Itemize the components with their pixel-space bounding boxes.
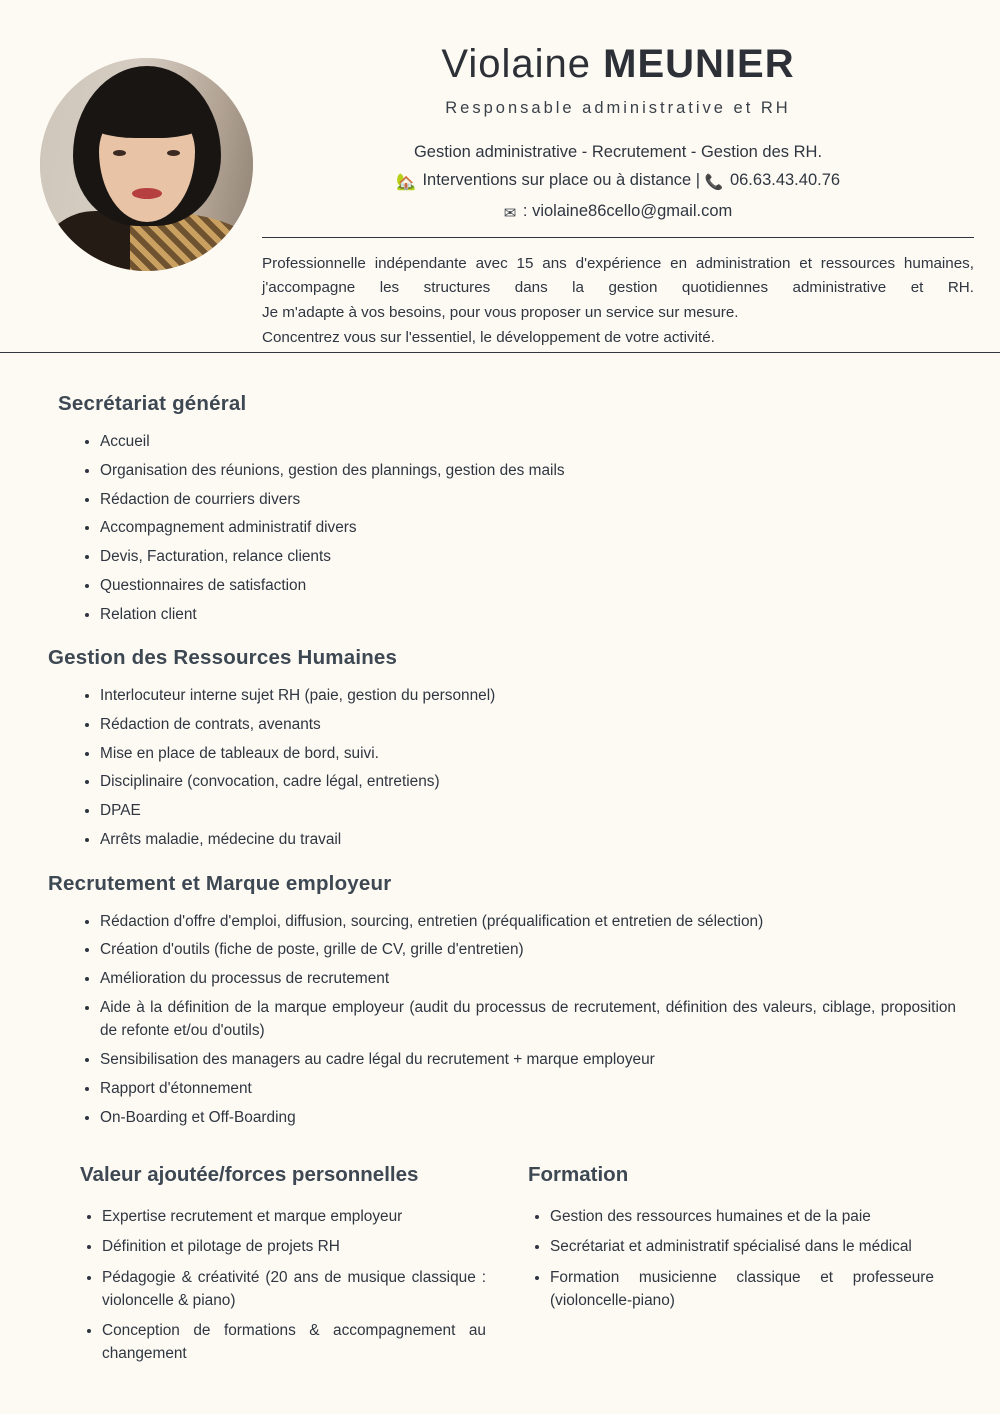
list-item: • Disciplinaire (convocation, cadre légal, entretiens): [100, 770, 956, 794]
list-item: • Secrétariat et administratif spécialisé dans le médical: [550, 1235, 934, 1258]
list-item: • Organisation des réunions, gestion des plannings, gestion des mails: [100, 459, 956, 483]
profile-line-3: Concentrez vous sur l'essentiel, le développement de votre activité.: [262, 328, 715, 346]
cv-header: [0, 0, 1000, 350]
profile-line-2: Je m'adapte à vos besoins, pour vous proposer un service sur mesure.: [262, 303, 739, 321]
list-item: • Accompagnement administratif divers: [100, 516, 956, 540]
cv-body: [0, 350, 1000, 1372]
job-title: Responsable administrative et RH: [445, 99, 791, 117]
list-item: • DPAE: [100, 799, 956, 823]
list-item: • Rédaction de courriers divers: [100, 488, 956, 512]
list-item: • Interlocuteur interne sujet RH (paie, gestion du personnel): [100, 684, 956, 708]
list-item: • Expertise recrutement et marque employeur: [102, 1205, 486, 1228]
location-row: [262, 166, 974, 197]
list-item: • Pédagogie & créativité (20 ans de musique classique : violoncelle & piano): [102, 1266, 486, 1312]
list-item: • Conception de formations & accompagnement au changement: [102, 1319, 486, 1365]
section-list-recrutement: [74, 910, 956, 1130]
header-text-block: [256, 30, 982, 350]
email-address[interactable]: : violaine86cello@gmail.com: [522, 201, 733, 220]
list-item: • Rédaction de contrats, avenants: [100, 713, 956, 737]
last-name: MEUNIER: [603, 42, 795, 86]
column-title-valeur: Valeur ajoutée/forces personnelles: [80, 1163, 419, 1187]
phone-icon: 📞: [704, 174, 724, 192]
section-title-recrutement: Recrutement et Marque employeur: [48, 871, 392, 895]
profile-summary: [262, 252, 974, 351]
list-item: • On-Boarding et Off-Boarding: [100, 1106, 956, 1130]
tagline: Gestion administrative - Recrutement - Gestion des RH.: [413, 143, 823, 161]
list-item: • Mise en place de tableaux de bord, suivi.: [100, 742, 956, 766]
column-list-valeur: [76, 1205, 486, 1365]
header-divider: [262, 237, 974, 238]
list-item: • Création d'outils (fiche de poste, grille de CV, grille d'entretien): [100, 938, 956, 962]
house-icon: 🏡: [395, 174, 416, 192]
list-item: • Rapport d'étonnement: [100, 1077, 956, 1101]
list-item: • Aide à la définition de la marque employeur (audit du processus de recrutement, définition des valeurs, ciblage, proposition de refonte et/ou d'outils): [100, 996, 956, 1043]
email-row: [262, 197, 974, 227]
list-item: • Rédaction d'offre d'emploi, diffusion, sourcing, entretien (préqualification et entretien de sélection): [100, 910, 956, 934]
list-item: • Questionnaires de satisfaction: [100, 574, 956, 598]
column-title-formation: Formation: [528, 1163, 629, 1187]
phone-number[interactable]: 06.63.43.40.76: [729, 171, 841, 190]
location-text: Interventions sur place ou à distance |: [422, 171, 701, 190]
column-valeur-ajoutee: [66, 1163, 486, 1372]
column-formation: [486, 1163, 934, 1372]
avatar: [40, 58, 253, 271]
section-divider: [0, 352, 1000, 353]
list-item: • Amélioration du processus de recrutement: [100, 967, 956, 991]
list-item: • Gestion des ressources humaines et de la paie: [550, 1205, 934, 1228]
mail-icon: ✉: [503, 204, 517, 222]
section-title-secretariat: Secrétariat général: [58, 392, 247, 416]
bottom-columns: [44, 1163, 956, 1372]
list-item: • Définition et pilotage de projets RH: [102, 1235, 486, 1258]
list-item: • Relation client: [100, 603, 956, 627]
list-item: • Formation musicienne classique et professeure (violoncelle-piano): [550, 1266, 934, 1312]
list-item: • Sensibilisation des managers au cadre légal du recrutement + marque employeur: [100, 1048, 956, 1072]
list-item: • Accueil: [100, 430, 956, 454]
page-title: [262, 42, 974, 87]
contact-block: [262, 138, 974, 227]
profile-line-1: Professionnelle indépendante avec 15 ans d'expérience en administration et ressources humaines, j'accompagne les structures dans la gestion quotidiennes administrative et RH.: [262, 254, 974, 297]
list-item: • Arrêts maladie, médecine du travail: [100, 828, 956, 852]
list-item: • Devis, Facturation, relance clients: [100, 545, 956, 569]
section-list-secretariat: [74, 430, 956, 626]
section-list-rh: [74, 684, 956, 851]
first-name: Violaine: [441, 42, 604, 86]
section-title-rh: Gestion des Ressources Humaines: [48, 646, 398, 670]
column-list-formation: [524, 1205, 934, 1311]
avatar-container: [40, 30, 256, 350]
